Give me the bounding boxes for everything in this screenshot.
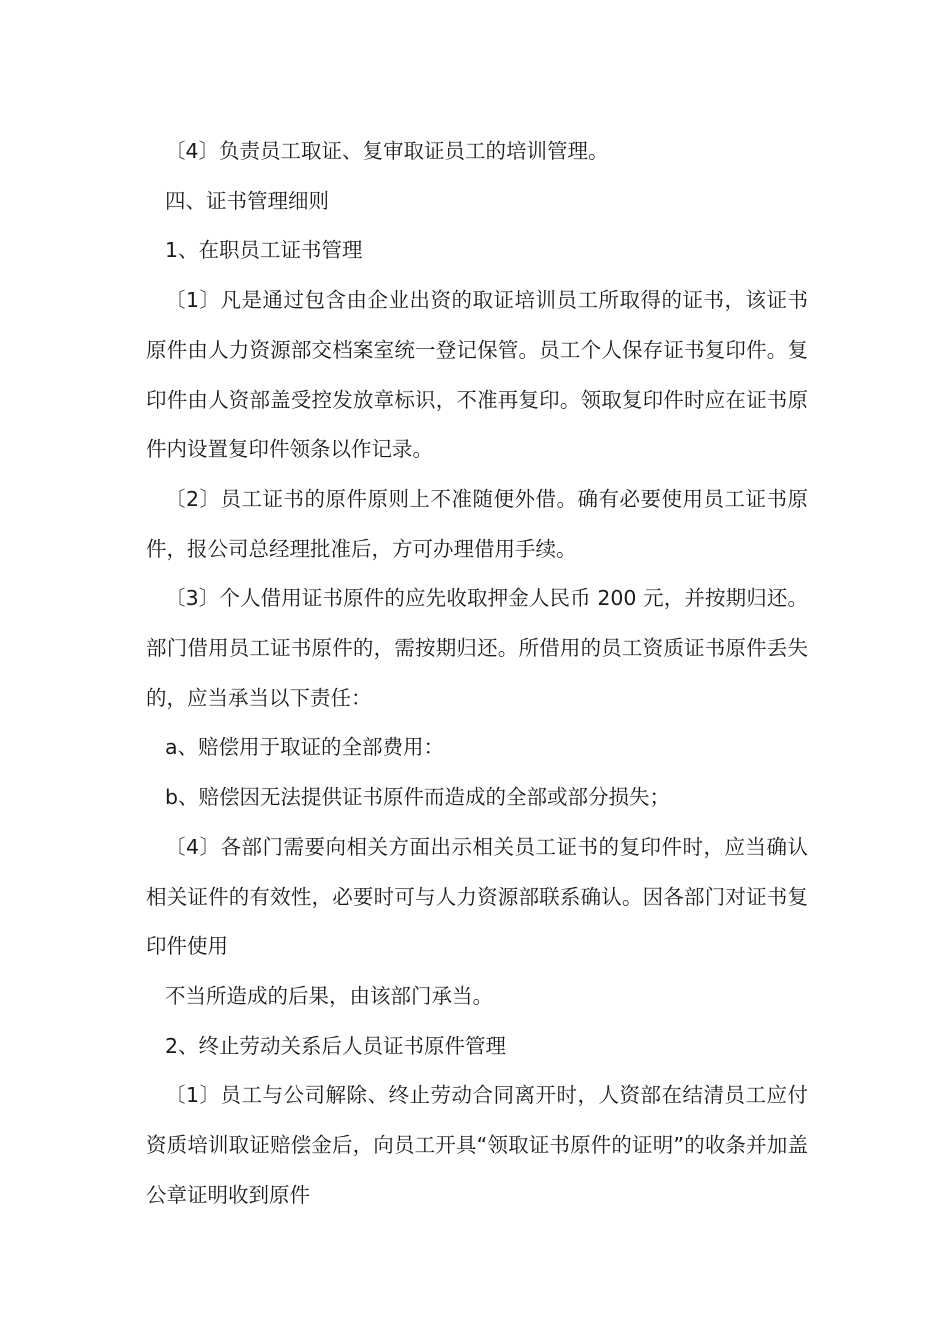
- paragraph-rule-2: 〔2〕员工证书的原件原则上不准随便外借。确有必要使用员工证书原件，报公司总经理批准后，方可办理借用手续。: [146, 486, 808, 561]
- paragraph-duty-4: 〔4〕负责员工取证、复审取证员工的培训管理。: [165, 139, 609, 163]
- paragraph-rule-4: 〔4〕各部门需要向相关方面出示相关员工证书的复印件时，应当确认相关证件的有效性，必要时可与人力资源部联系确认。因各部门对证书复印件使用: [146, 834, 808, 959]
- list-item-a: a、赔偿用于取证的全部费用：: [165, 735, 445, 760]
- document-body: [146, 127, 808, 1220]
- section-heading-certificate-rules: 四、证书管理细则: [165, 188, 329, 213]
- subheading-terminated-employees: 2、终止劳动关系后人员证书原件管理: [165, 1033, 507, 1058]
- paragraph-termination-rule-1: 〔1〕员工与公司解除、终止劳动合同离开时，人资部在结清员工应付资质培训取证赔偿金后，向员工开具“领取证书原件的证明”的收条并加盖公章证明收到原件: [146, 1083, 808, 1207]
- paragraph-rule-3: 〔3〕个人借用证书原件的应先收取押金人民币 200 元，并按期归还。部门借用员工证书原件的，需按期归还。所借用的员工资质证书原件丢失的，应当承当以下责任：: [146, 586, 808, 710]
- subheading-employee-certificates: 1、在职员工证书管理: [165, 238, 363, 263]
- paragraph-rule-4-continued: 不当所造成的后果，由该部门承当。: [165, 983, 493, 1008]
- paragraph-rule-1: 〔1〕凡是通过包含由企业出资的取证培训员工所取得的证书，该证书原件由人力资源部交档案室统一登记保管。员工个人保存证书复印件。复印件由人资部盖受控发放章标识，不准再复印。领取复印件时应在证书原件内设置复印件领条以作记录。: [146, 288, 808, 462]
- list-item-b: b、赔偿因无法提供证书原件而造成的全部或部分损失；: [165, 785, 671, 810]
